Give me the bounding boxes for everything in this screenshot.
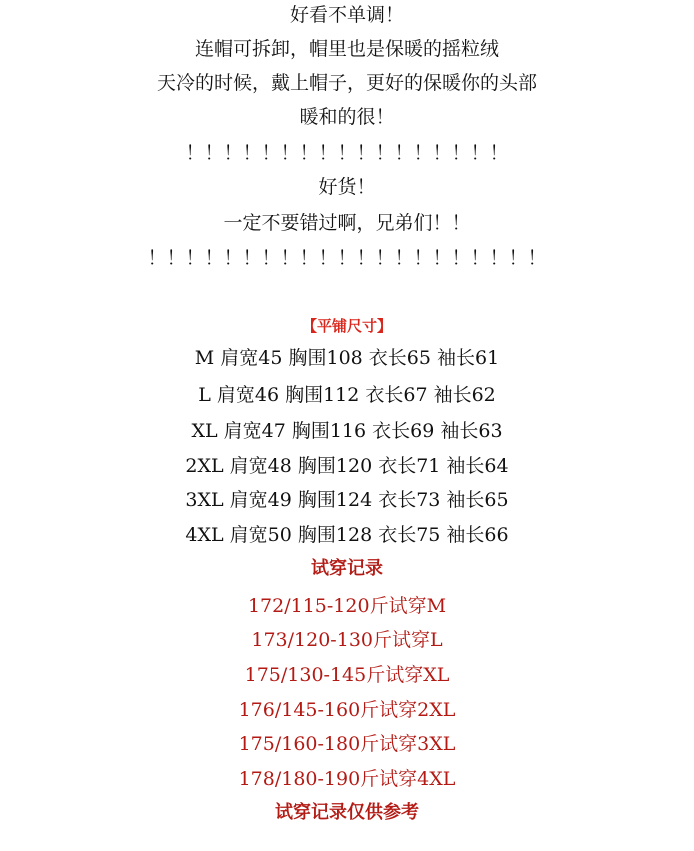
tryon-row-l: 173/120-130斤试穿L bbox=[251, 629, 443, 651]
size-row-l: L 肩宽46 胸围112 衣长67 袖长62 bbox=[198, 384, 496, 406]
size-row-2xl: 2XL 肩宽48 胸围120 衣长71 袖长64 bbox=[185, 455, 509, 477]
tryon-row-3xl: 175/160-180斤试穿3XL bbox=[238, 733, 456, 755]
size-row-3xl: 3XL 肩宽49 胸围124 衣长73 袖长65 bbox=[185, 489, 509, 511]
size-section-title: 【平铺尺寸】 bbox=[301, 317, 392, 335]
intro-line-6: 一定不要错过啊，兄弟们！！ bbox=[223, 212, 471, 234]
intro-line-2: 连帽可拆卸，帽里也是保暖的摇粒绒 bbox=[194, 38, 499, 60]
intro-line-4: 暖和的很！ bbox=[299, 106, 395, 128]
intro-line-5: 好货！ bbox=[318, 176, 376, 198]
size-row-xl: XL 肩宽47 胸围116 衣长69 袖长63 bbox=[191, 420, 503, 442]
tryon-section-title: 试穿记录 bbox=[311, 558, 383, 579]
tryon-row-4xl: 178/180-190斤试穿4XL bbox=[238, 768, 456, 790]
intro-line-3: 天冷的时候，戴上帽子，更好的保暖你的头部 bbox=[156, 72, 537, 94]
size-row-4xl: 4XL 肩宽50 胸围128 衣长75 袖长66 bbox=[185, 524, 509, 546]
intro-exclamation-row-1: ！！！！！！！！！！！！！！！！！ bbox=[185, 142, 509, 164]
tryon-row-m: 172/115-120斤试穿M bbox=[247, 595, 447, 617]
tryon-row-xl: 175/130-145斤试穿XL bbox=[244, 664, 450, 686]
size-row-m: M 肩宽45 胸围108 衣长65 袖长61 bbox=[194, 347, 500, 369]
intro-exclamation-row-2: ！！！！！！！！！！！！！！！！！！！！！ bbox=[147, 247, 547, 269]
tryon-row-2xl: 176/145-160斤试穿2XL bbox=[238, 699, 456, 721]
tryon-footer-note: 试穿记录仅供参考 bbox=[275, 802, 419, 823]
intro-line-1: 好看不单调！ bbox=[289, 4, 404, 26]
